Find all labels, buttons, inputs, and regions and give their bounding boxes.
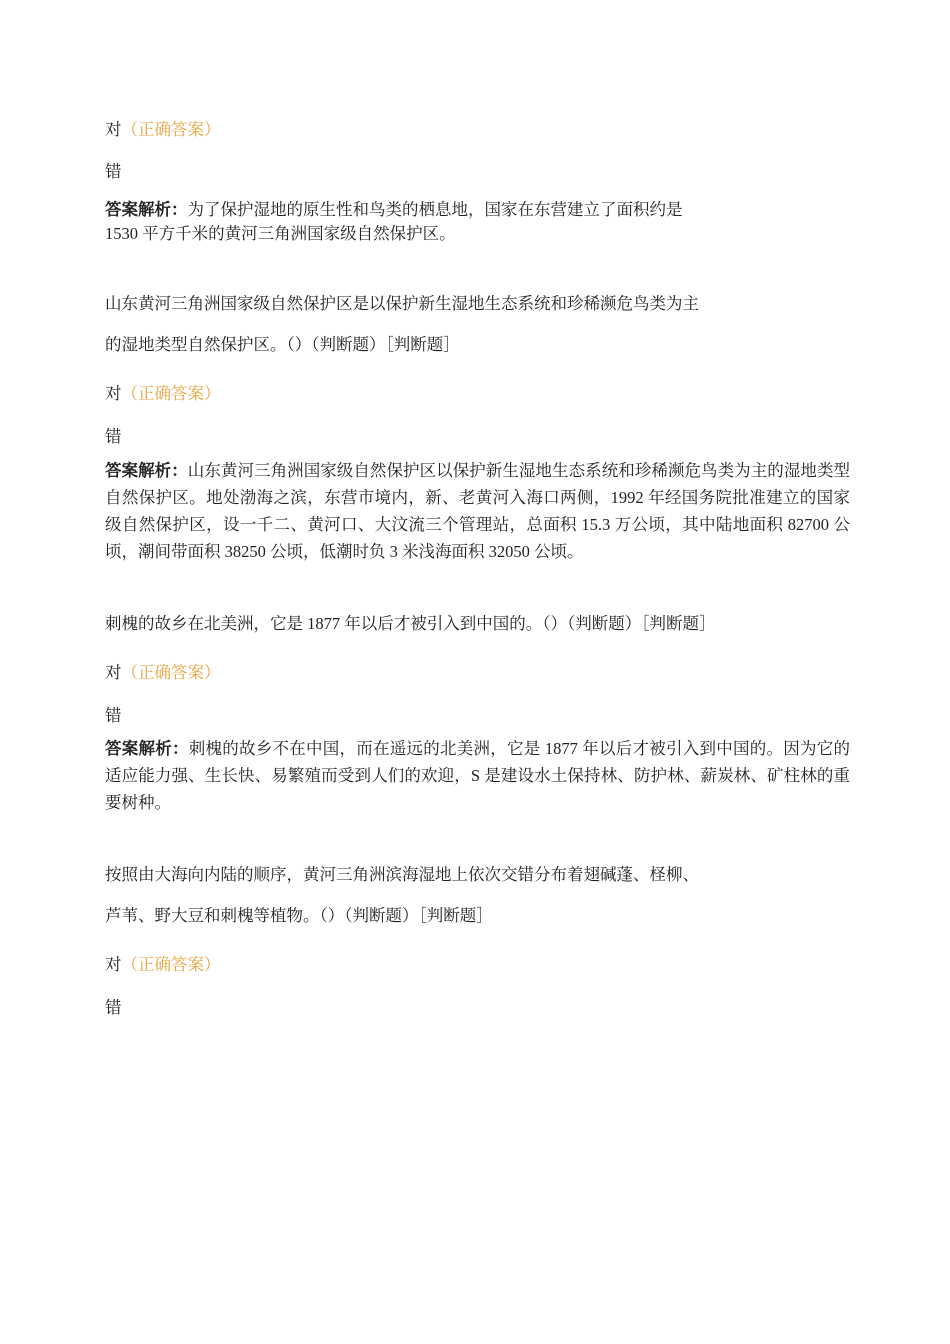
option-true[interactable] <box>105 384 221 404</box>
analysis-label: 答案解析： <box>105 200 188 219</box>
analysis-text: 为了保护湿地的原生性和鸟类的栖息地，国家在东营建立了面积约是 <box>187 200 683 219</box>
correct-answer-tag: （正确答案） <box>121 663 221 682</box>
correct-answer-tag: （正确答案） <box>121 384 221 403</box>
analysis-label: 答案解析： <box>105 739 189 758</box>
option-false-label: 错 <box>105 998 122 1017</box>
option-false[interactable] <box>105 162 122 182</box>
answer-analysis-q1 <box>105 200 683 220</box>
option-false[interactable] <box>105 998 122 1018</box>
analysis-text: 1530 平方千米的黄河三角洲国家级自然保护区。 <box>105 224 456 243</box>
question-text-q2: 山东黄河三角洲国家级自然保护区是以保护新生湿地生态系统和珍稀濒危鸟类为主 <box>105 294 699 313</box>
option-false-label: 错 <box>105 162 122 181</box>
option-true-label: 对 <box>105 384 122 403</box>
option-true[interactable] <box>105 955 221 975</box>
answer-analysis-q2 <box>105 457 850 565</box>
option-false-label: 错 <box>105 706 122 725</box>
question-text-q4: 按照由大海向内陆的顺序，黄河三角洲滨海湿地上依次交错分布着翅碱蓬、柽柳、 <box>105 865 699 884</box>
analysis-text: 刺槐的故乡不在中国，而在遥远的北美洲，它是 1877 年以后才被引入到中国的。因为它的适应能力强、生长快、易繁殖而受到人们的欢迎，S 是建设水土保持林、防护林、薪炭林、矿柱林的重要树种。 <box>105 739 850 812</box>
option-true-label: 对 <box>105 663 122 682</box>
correct-answer-tag: （正确答案） <box>121 120 221 139</box>
answer-analysis-q3 <box>105 735 850 816</box>
analysis-text: 山东黄河三角洲国家级自然保护区以保护新生湿地生态系统和珍稀濒危鸟类为主的湿地类型自然保护区。地处渤海之滨，东营市境内，新、老黄河入海口两侧，1992 年经国务院批准建立的国家级自然保护区，设一千二、黄河口、大汶流三个管理站，总面积 15.3 万公顷，其中陆地面积 82700 公顷，潮间带面积 38250 公顷，低潮时负 3 米浅海面积 32050 公顷。 <box>105 461 851 561</box>
option-true-label: 对 <box>105 955 122 974</box>
option-true[interactable] <box>105 120 221 140</box>
option-false[interactable] <box>105 706 122 726</box>
question-text-q4-cont: 芦苇、野大豆和刺槐等植物。（）（判断题）［判断题］ <box>105 906 493 925</box>
option-false-label: 错 <box>105 427 122 446</box>
option-true[interactable] <box>105 663 221 683</box>
correct-answer-tag: （正确答案） <box>121 955 221 974</box>
answer-analysis-q1-cont <box>105 224 456 244</box>
question-text-q3: 刺槐的故乡在北美洲，它是 1877 年以后才被引入到中国的。（）（判断题）［判断题］ <box>105 614 716 633</box>
question-text-q2-cont: 的湿地类型自然保护区。（）（判断题）［判断题］ <box>105 335 460 354</box>
option-false[interactable] <box>105 427 122 447</box>
analysis-label: 答案解析： <box>105 461 188 480</box>
option-true-label: 对 <box>105 120 122 139</box>
